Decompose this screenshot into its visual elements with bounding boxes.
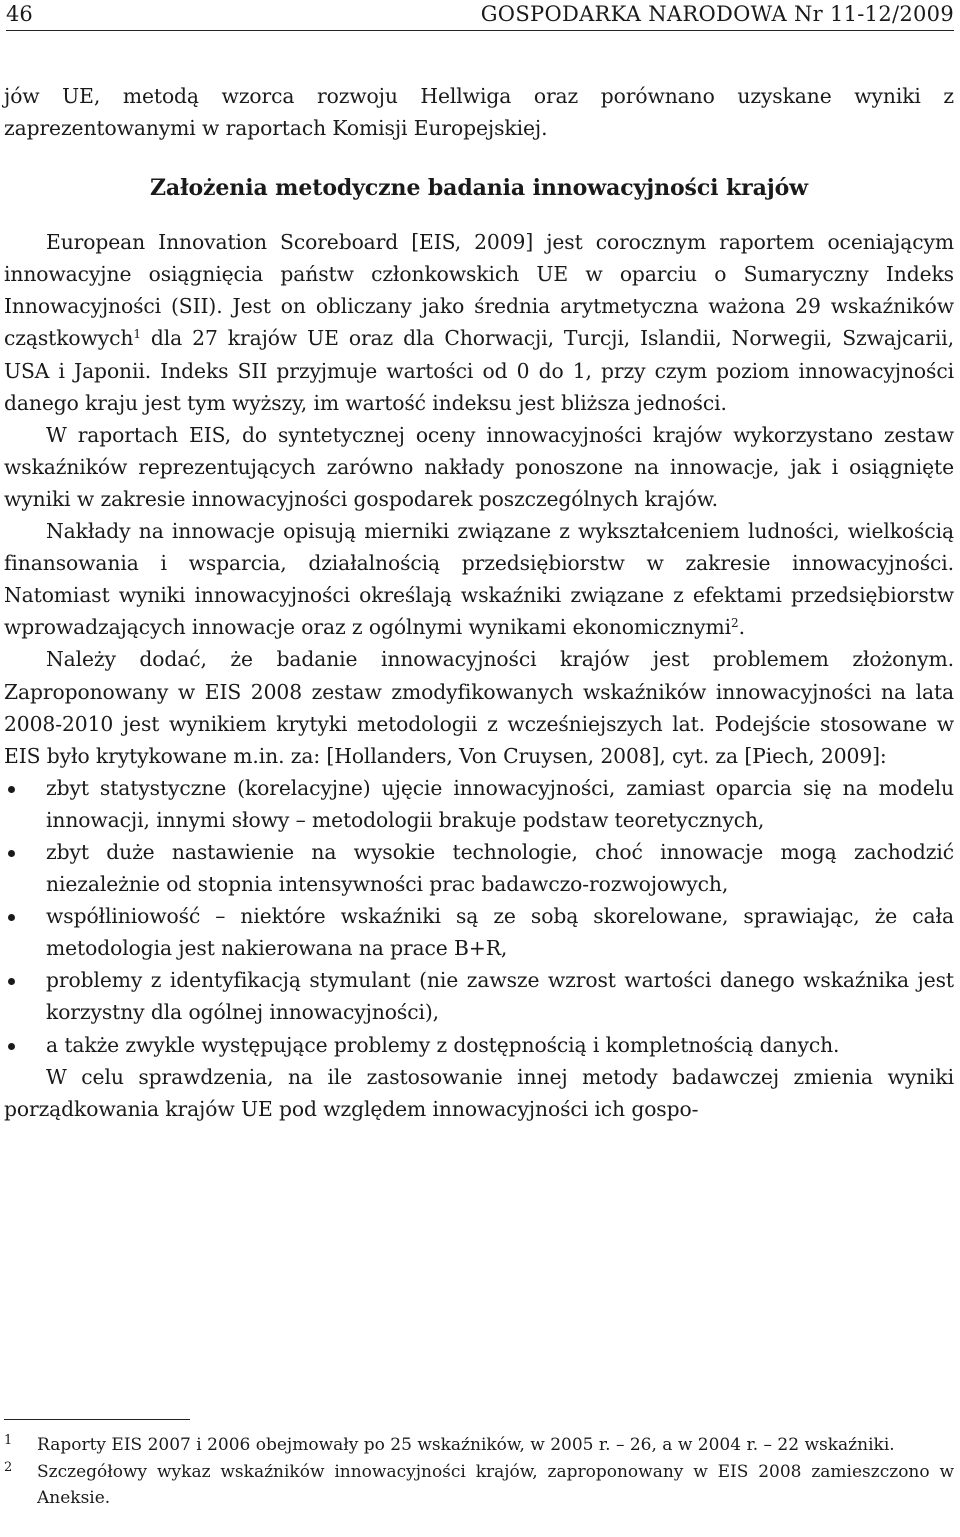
footnote-1 (4, 1432, 954, 1459)
list-item-text: współliniowość – niektóre wskaźniki są ze sobą skorelowane, sprawiając, że cała metodologia jest nakierowana na prace B+R, (46, 904, 954, 961)
paragraph-text: European Innovation Scoreboard [EIS, 2009] jest corocznym raportem oceniającym innowacyjne osiągnięcia państw członkowskich UE w oparciu o Sumaryczny Indeks Innowacyjności (SII). Jest on obliczany jako średnia arytmetyczna ważona 29 wskaźników cząstkowych (4, 230, 954, 351)
list-item-text: zbyt statystyczne (korelacyjne) ujęcie innowacyjności, zamiast oparcia się na modelu innowacji, innymi słowy – metodologii brakuje podstaw teoretycznych, (46, 775, 954, 832)
footnote-text: Raporty EIS 2007 i 2006 obejmowały po 25 wskaźników, w 2005 r. – 26, a w 2004 r. – 22 wskaźniki. (37, 1435, 895, 1455)
footnote-ref-1[interactable]: 1 (133, 327, 141, 342)
running-header (6, 0, 954, 31)
paragraph-eis (4, 226, 954, 419)
list-item (4, 1029, 954, 1061)
footnotes (4, 1432, 954, 1512)
criticism-list (4, 772, 954, 1061)
paragraph-inputs-outputs (4, 515, 954, 643)
footnote-2 (4, 1459, 954, 1512)
journal-title: GOSPODARKA NARODOWA Nr 11-12/2009 (480, 2, 954, 26)
list-item-text: problemy z identyfikacją stymulant (nie zawsze wzrost wartości danego wskaźnika jest korzystny dla ogólnej innowacyjności), (46, 968, 954, 1025)
article-body (4, 80, 954, 1125)
footnote-text: Szczegółowy wykaz wskaźników innowacyjności krajów, zaproponowany w EIS 2008 zamieszczono w Aneksie. (37, 1461, 954, 1508)
paragraph-text: . (738, 615, 745, 640)
bullet-icon (8, 786, 15, 793)
footnote-divider (4, 1419, 190, 1420)
intro-paragraph: jów UE, metodą wzorca rozwoju Hellwiga oraz porównano uzyskane wyniki z zaprezentowanymi w raportach Komisji Europejskiej. (4, 84, 954, 141)
list-item (4, 964, 954, 1028)
bullet-icon (8, 978, 15, 985)
footnote-number: 2 (4, 1459, 13, 1475)
page-number: 46 (6, 2, 33, 26)
bullet-icon (8, 914, 15, 921)
list-item-text: zbyt duże nastawienie na wysokie technologie, choć innowacje mogą zachodzić niezależnie od stopnia intensywności prac badawczo-rozwojowych, (46, 839, 954, 897)
paragraph-indicators: W raportach EIS, do syntetycznej oceny innowacyjności krajów wykorzystano zestaw wskaźników reprezentujących zarówno nakłady ponoszone na innowacje, jak i osiągnięte wyniki w zakresie innowacyjności gospodarek poszczególnych krajów. (4, 422, 954, 511)
paragraph-text: dla 27 krajów UE oraz dla Chorwacji, Turcji, Islandii, Norwegii, Szwajcarii, USA i Japonii. Indeks SII przyjmuje wartości od 0 do 1, przy czym poziom innowacyjności danego kraju jest tym wyższy, im wartość indeksu jest bliższa jedności. (4, 326, 954, 415)
footnote-number: 1 (4, 1433, 13, 1448)
bullet-icon (8, 1043, 15, 1050)
footnote-ref-2[interactable]: 2 (731, 616, 739, 631)
list-item (4, 772, 954, 836)
paragraph-purpose: W celu sprawdzenia, na ile zastosowanie innej metody badawczej zmienia wyniki porządkowania krajów UE pod względem innowacyjności ich gospo- (4, 1064, 954, 1121)
list-item-text: a także zwykle występujące problemy z dostępnością i kompletnością danych. (46, 1032, 840, 1057)
list-item (4, 900, 954, 964)
paragraph-criticism: Należy dodać, że badanie innowacyjności krajów jest problemem złożonym. Zaproponowany w EIS 2008 zestaw zmodyfikowanych wskaźników innowacyjności na lata 2008-2010 jest wynikiem krytyki metodologii z wcześniejszych lat. Podejście stosowane w EIS było krytykowane m.in. za: [Hollanders, Von Cruysen, 2008], cyt. za [Piech, 2009]: (4, 647, 954, 768)
list-item (4, 836, 954, 900)
paragraph-text: Nakłady na innowacje opisują mierniki związane z wykształceniem ludności, wielkością finansowania i wsparcia, działalnością przedsiębiorstw w zakresie innowacyjności. Natomiast wyniki innowacyjności określają wskaźniki związane z efektami przedsiębiorstw wprowadzających innowacje oraz z ogólnymi wynikami ekonomicznymi (4, 519, 954, 640)
section-heading: Założenia metodyczne badania innowacyjności krajów (149, 175, 809, 202)
bullet-icon (8, 850, 15, 857)
